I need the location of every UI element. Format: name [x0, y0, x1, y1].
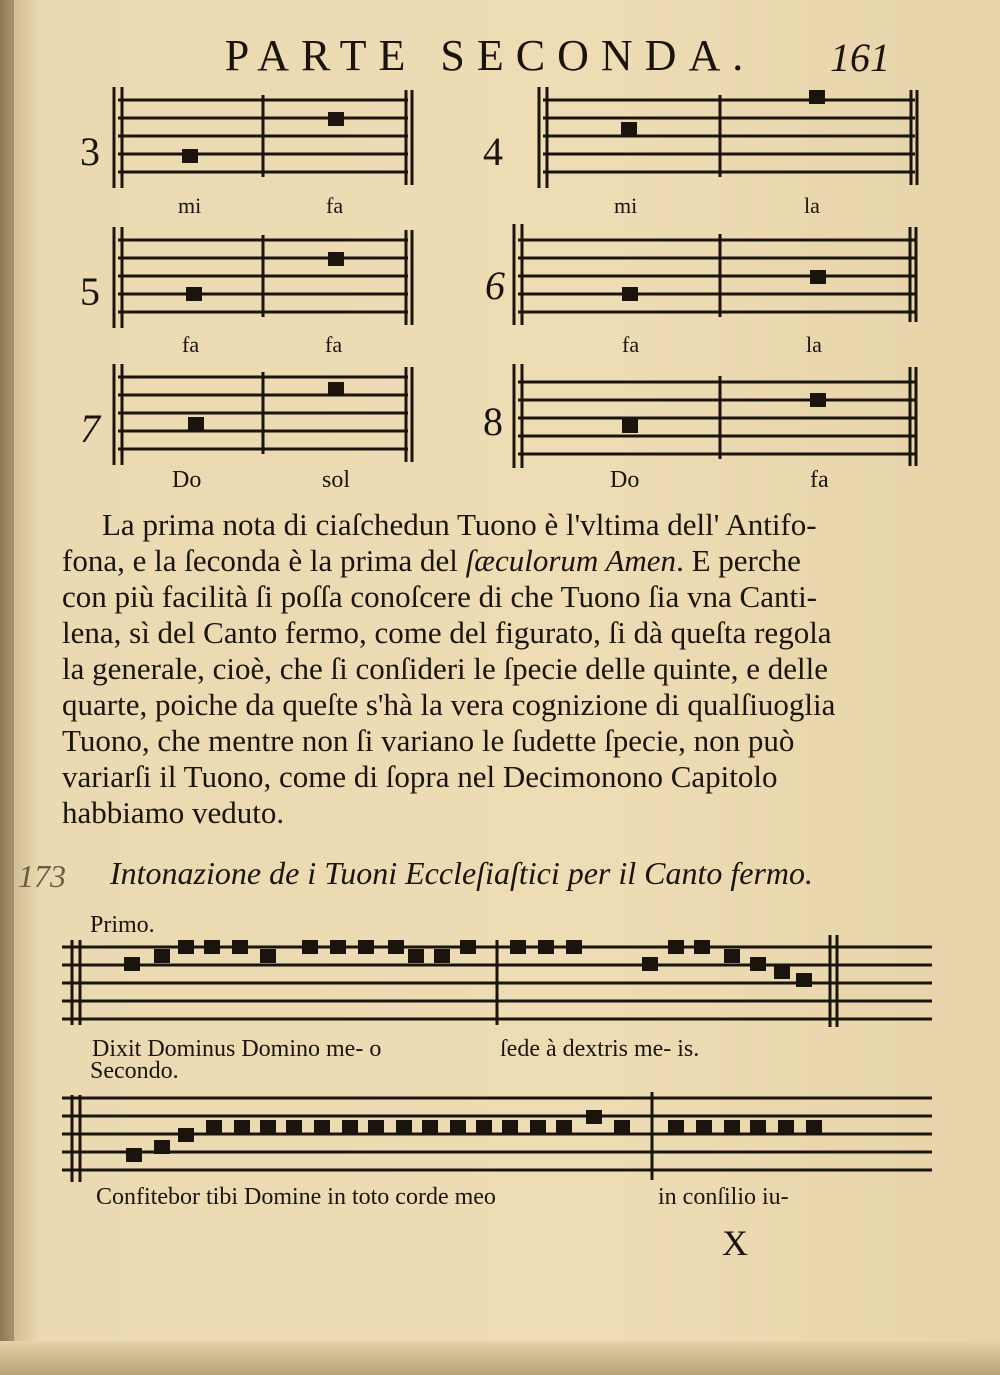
- syllable: fa: [326, 193, 344, 218]
- text-line: variarſi il Tuono, come di ſopra nel Decimonono Capitolo: [62, 759, 778, 794]
- text-line: La prima nota di ciaſchedun Tuono è l'vltima dell' Antifo-: [102, 507, 817, 542]
- text-line: la generale, cioè, che ſi conſideri le ſpecie delle quinte, e delle: [62, 651, 829, 686]
- running-header: PARTE SECONDA.: [224, 31, 756, 80]
- staff-tone-7: [108, 362, 418, 467]
- note-la: [809, 90, 825, 104]
- syllable: fa: [325, 332, 343, 357]
- text-line: quarte, poiche da queſte s'hà la vera cognizione di qualſiuoglia: [62, 687, 836, 722]
- tone-number-3: 3: [80, 129, 100, 174]
- text-fragment: . E perche: [676, 543, 801, 578]
- syllable: sol: [322, 467, 351, 493]
- intonation-lyrics: Confitebor tibi Domine in toto corde meo: [96, 1184, 496, 1210]
- syllable: fa: [182, 332, 200, 357]
- marginal-number: 173: [18, 858, 66, 894]
- note-la: [810, 270, 826, 284]
- note-mi: [621, 122, 637, 136]
- syllable: Do: [610, 467, 640, 493]
- page-bottom-edge: [0, 1341, 1000, 1375]
- syllable: Do: [172, 467, 202, 493]
- note-do: [622, 419, 638, 433]
- tone-number-4: 4: [483, 129, 503, 174]
- syllable: la: [806, 332, 822, 357]
- intonation-label: Primo.: [90, 912, 155, 938]
- page-gutter: [0, 0, 14, 1375]
- staff-tone-3: [108, 85, 418, 190]
- note-fa: [328, 112, 344, 126]
- note-sol: [328, 382, 344, 396]
- note-do: [188, 417, 204, 431]
- note-fa: [622, 287, 638, 301]
- text-fragment: fona, e la ſeconda è la prima del: [62, 543, 458, 578]
- staff-secondo: [62, 1090, 942, 1185]
- intonation-lyrics: in conſilio iu-: [658, 1184, 789, 1210]
- tone-number-5: 5: [80, 269, 100, 314]
- tone-number-8: 8: [483, 399, 503, 444]
- text-line: habbiamo veduto.: [62, 795, 285, 830]
- syllable: mi: [614, 193, 638, 218]
- staff-primo: [62, 935, 942, 1030]
- note-fa: [186, 287, 202, 301]
- intonation-lyrics: ſede à dextris me- is.: [500, 1036, 700, 1062]
- syllable: la: [804, 193, 820, 218]
- note-mi: [182, 149, 198, 163]
- syllable: fa: [622, 332, 640, 357]
- tone-number-6: 6: [485, 263, 505, 308]
- staff-tone-8: [510, 362, 925, 470]
- syllable: mi: [178, 193, 202, 218]
- text-line: con più facilità ſi poſſa conoſcere di che Tuono ſia vna Canti-: [62, 579, 818, 614]
- body-paragraph: [62, 507, 942, 831]
- page-number: 161: [830, 35, 890, 80]
- text-line: [62, 543, 942, 579]
- text-line: lena, sì del Canto fermo, come del figurato, ſi dà queſta regola: [62, 615, 832, 650]
- staff-tone-5: [108, 225, 418, 330]
- note-fa: [328, 252, 344, 266]
- intonation-label: Secondo.: [90, 1058, 179, 1084]
- staff-tone-6: [510, 222, 925, 327]
- italic-phrase: ſæculorum Amen: [465, 543, 677, 578]
- tone-number-7: 7: [80, 406, 100, 451]
- intonation-lyrics: Dixit Dominus Domino me- o: [92, 1036, 382, 1062]
- note-fa: [810, 393, 826, 407]
- signature-mark: X: [722, 1223, 748, 1263]
- staff-tone-4: [535, 85, 925, 190]
- text-line: Tuono, che mentre non ſi variano le ſudette ſpecie, non può: [62, 723, 795, 758]
- syllable: fa: [810, 467, 829, 493]
- section-title: Intonazione de i Tuoni Eccleſiaſtici per il Canto fermo.: [110, 855, 814, 891]
